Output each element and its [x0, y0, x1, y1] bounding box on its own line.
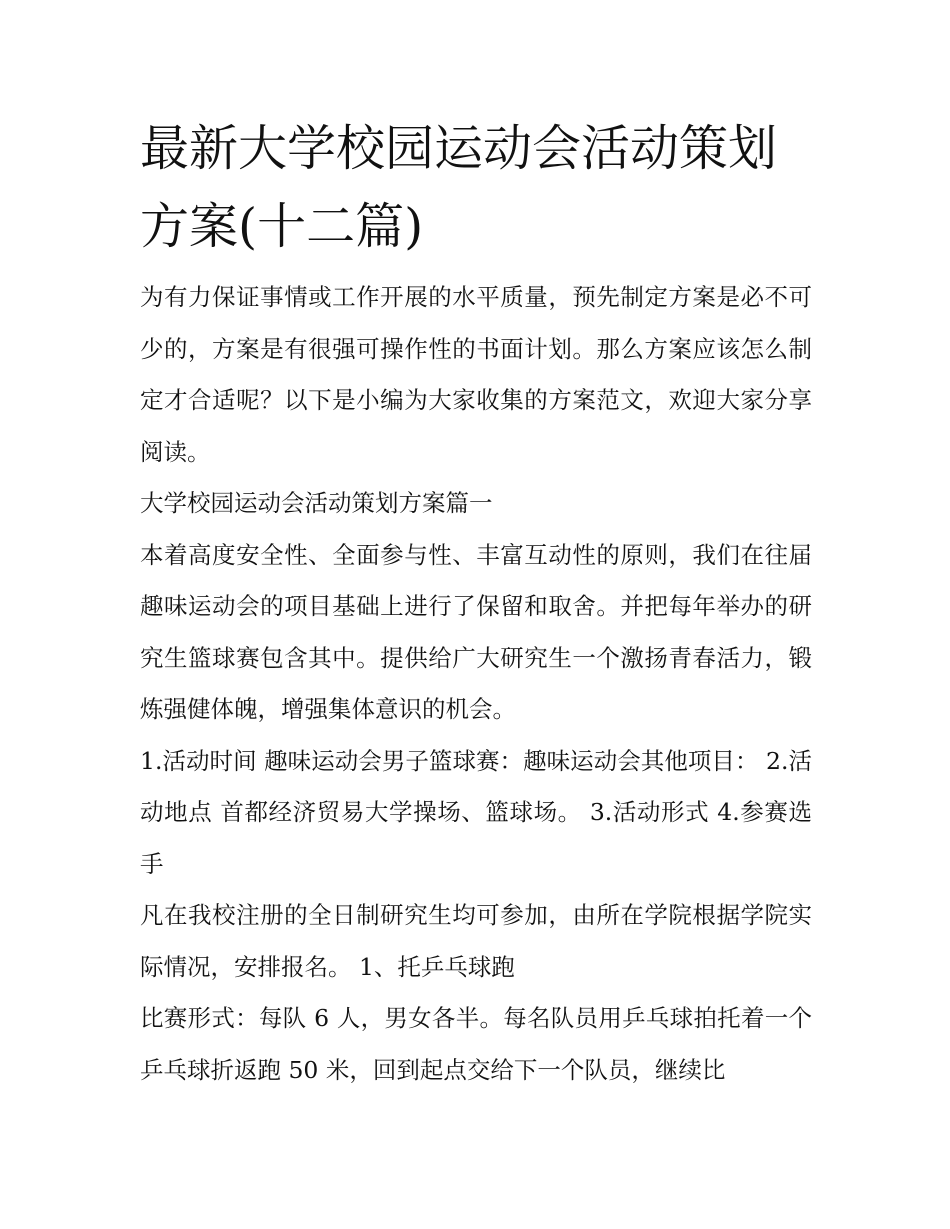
competition-format-paragraph: 比赛形式：每队 6 人，男女各半。每名队员用乒乓球拍托着一个乒乓球折返跑 50 米，回到起点交给下一个队员，继续比 — [140, 1004, 812, 1084]
intro-paragraph: 为有力保证事情或工作开展的水平质量，预先制定方案是必不可少的，方案是有很强可操作性的书面计划。那么方案应该怎么制定才合适呢？以下是小编为大家收集的方案范文，欢迎大家分享阅读。 — [140, 283, 812, 466]
activity-details-paragraph: 1.活动时间 趣味运动会男子篮球赛：趣味运动会其他项目： 2.活动地点 首都经济贸易大学操场、篮球场。 3.活动形式 4.参赛选手 — [140, 746, 812, 878]
principle-paragraph: 本着高度安全性、全面参与性、丰富互动性的原则，我们在往届趣味运动会的项目基础上进行了保留和取舍。并把每年举办的研究生篮球赛包含其中。提供给广大研究生一个激扬青春活力，锻炼强健体魄，增强集体意识的机会。 — [140, 540, 812, 723]
registration-paragraph: 凡在我校注册的全日制研究生均可参加，由所在学院根据学院实际情况，安排报名。 1、托乒乓球跑 — [140, 901, 812, 981]
document-title: 最新大学校园运动会活动策划方案(十二篇) — [140, 120, 778, 255]
document-page — [140, 110, 812, 1096]
section-heading: 大学校园运动会活动策划方案篇一 — [140, 489, 493, 517]
